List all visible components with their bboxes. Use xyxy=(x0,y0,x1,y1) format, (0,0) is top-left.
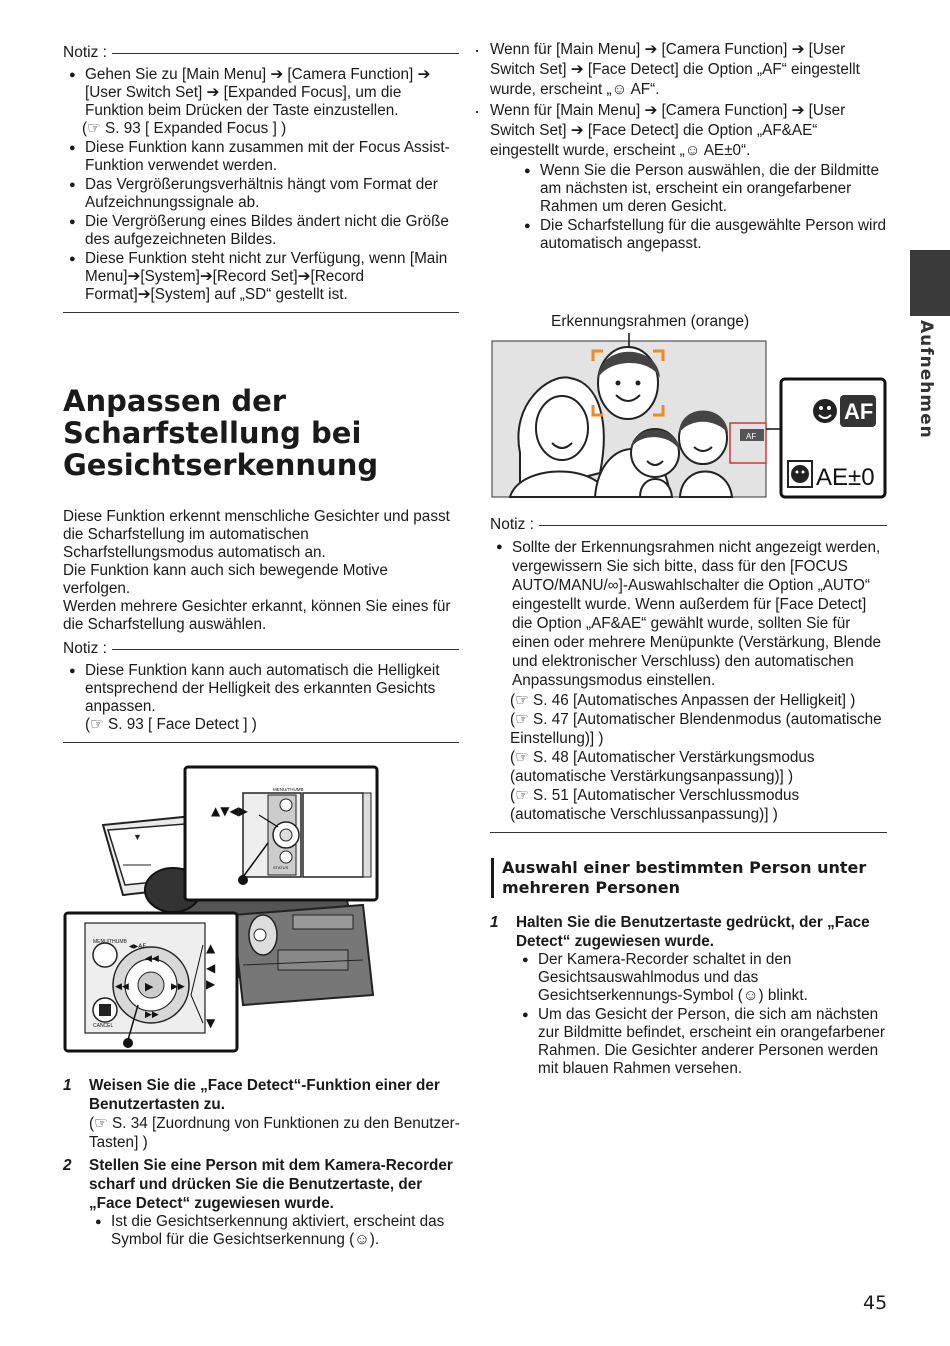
svg-text:AF: AF xyxy=(746,432,757,441)
figure-label: Erkennungsrahmen (orange) xyxy=(551,313,750,330)
step-2: 2 Stellen Sie eine Person mit dem Kamera-Recorder scharf und drücken Sie die Benutzertaste, der „Face Detect“ zugewiesen wurde. ● Ist die Gesichtserkennung aktiviert, erscheint das Symbol für die Gesichtserkennung (☺). xyxy=(63,1156,463,1249)
cross-reference[interactable]: (☞ S. 51 [Automatischer Verschlussmodus (automatische Verschlussanpassung)] ) xyxy=(510,787,800,823)
notiz-list xyxy=(63,66,459,304)
svg-text:◀◀: ◀◀ xyxy=(145,954,159,964)
section-tab-marker xyxy=(910,250,950,316)
arrow-keys-label: ▲▼◀▶ xyxy=(211,804,248,818)
notiz-box-face-detect xyxy=(63,640,459,743)
list-item: ● Der Kamera-Recorder schaltet in den Gesichtsauswahlmodus und das Gesichtserkennungs-Symbol (☺) blinkt. xyxy=(516,951,887,1005)
list-item: ● Diese Funktion steht nicht zur Verfügung, wenn [Main Menu]➔[System]➔[Record Set]➔[Record Format]➔[System] auf „SD“ gestellt ist. xyxy=(63,250,459,304)
svg-text:▶▶: ▶▶ xyxy=(145,1010,159,1020)
face-detect-af-icon xyxy=(813,395,876,427)
list-item: · Wenn für [Main Menu] ➔ [Camera Function] ➔ [User Switch Set] ➔ [Face Detect] die Option „AF“ eingestellt wurde, erscheint „☺ AF“. xyxy=(420,40,887,100)
cross-reference[interactable]: (☞ S. 93 [ Face Detect ] ) xyxy=(85,716,257,733)
cross-reference[interactable]: (☞ S. 47 [Automatischer Blendenmodus (automatische Einstellung)] ) xyxy=(510,711,882,747)
list-item: ● Um das Gesicht der Person, die sich am nächsten zur Bildmitte befindet, erscheint ein orangefarbener Rahmen. Die Gesichter anderer Personen werden mit blauen Rahmen versehen. xyxy=(516,1006,887,1078)
svg-text:▶: ▶ xyxy=(145,980,154,993)
svg-text:▶: ▶ xyxy=(206,977,216,991)
menu-thumb-label-2: MENU/THUMB xyxy=(93,939,127,945)
callout-bottom-control-panel xyxy=(65,913,237,1051)
subsection-heading: Auswahl einer bestimmten Person unter mehreren Personen xyxy=(491,858,882,898)
face-detect-ae-icon xyxy=(788,461,875,491)
notiz-box-expanded-focus xyxy=(63,44,459,313)
intro-text: Diese Funktion erkennt menschliche Gesichter und passt die Scharfstellung im automatischen Scharfstellungsmodus automatisch an. Die Funktion kann auch sich bewegende Motive verfolgen. Werden mehrere Gesichter erkannt, können Sie eines für die Scharfstellung auswählen. Notiz : ● Diese Funktion kann auch automatisch die Helligkeit entsprechend der Helligkeit des erkannten Gesichts anpassen. (☞ S. 93 [ Face Detect ] ) xyxy=(63,508,459,743)
cross-reference[interactable]: (☞ S. 46 [Automatisches Anpassen der Helligkeit] ) xyxy=(510,692,856,709)
step-1: 1 Weisen Sie die „Face Detect“-Funktion einer der Benutzertasten zu. (☞ S. 34 [Zuordnung von Funktionen zu den Benutzer-Tasten] ) xyxy=(63,1076,463,1152)
list-item: ● Sollte der Erkennungsrahmen nicht angezeigt werden, vergewissern Sie sich bitte, dass für den [FOCUS AUTO/MANU/∞]-Auswahlschalter die Option „AUTO“ eingestellt wurde. Wenn außerdem für [Face Detect] die Option „AF&AE“ gewählt wurde, sollten Sie für einen oder mehrere Menüpunkte (Verstärkung, Blende und elektronischer Verschluss) den automatischen Anpassungsmodus einstellen. xyxy=(490,538,887,690)
svg-text:◀: ◀ xyxy=(206,961,216,975)
step-number: 2 xyxy=(63,1157,72,1174)
list-item: ● Gehen Sie zu [Main Menu] ➔ [Camera Function] ➔ [User Switch Set] ➔ [Expanded Focus], um die Funktion beim Drücken der Taste einzustellen. (☞ S. 93 [ Expanded Focus ] ) xyxy=(63,66,459,138)
list-item: ● Ist die Gesichtserkennung aktiviert, erscheint das Symbol für die Gesichtserkennung (☺). xyxy=(89,1213,463,1249)
steps-right xyxy=(490,913,887,1082)
svg-text:◀◀: ◀◀ xyxy=(115,982,129,992)
cross-reference[interactable]: (☞ S. 48 [Automatischer Verstärkungsmodus (automatische Verstärkungsanpassung)] ) xyxy=(510,749,815,785)
list-item: ● Wenn Sie die Person auswählen, die der Bildmitte am nächsten ist, erscheint ein orangefarbener Rahmen um deren Gesicht. xyxy=(518,162,887,216)
notiz-label: Notiz : xyxy=(63,44,107,61)
page-number: 45 xyxy=(863,1292,888,1314)
svg-text:▼: ▼ xyxy=(206,1016,216,1030)
list-item: ● Das Vergrößerungsverhältnis hängt vom Format der Aufzeichnungssignale ab. xyxy=(63,176,459,212)
section-tab-label: Aufnehmen xyxy=(916,320,936,439)
cross-reference[interactable]: (☞ S. 34 [Zuordnung von Funktionen zu den Benutzer-Tasten] ) xyxy=(89,1115,460,1151)
svg-text:▼: ▼ xyxy=(133,832,142,842)
notiz-label: Notiz : xyxy=(63,640,107,657)
step-number: 1 xyxy=(63,1077,72,1094)
status-label: STATUS xyxy=(273,865,289,870)
svg-text:AF: AF xyxy=(844,399,874,424)
step-1: 1 Halten Sie die Benutzertaste gedrückt, der „Face Detect“ zugewiesen wurde. ● Der Kamera-Recorder schaltet in den Gesichtsauswahlmodus und das Gesichtserkennungs-Symbol (☺) blinkt. ● Um das Gesicht der Person, die sich am nächsten zur Bildmitte befindet, erscheint ein orangefarbener Rahmen. Die Gesichter anderer Personen werden mit blauen Rahmen versehen. xyxy=(490,913,887,1078)
svg-text:▲: ▲ xyxy=(206,941,216,955)
list-item: · Wenn für [Main Menu] ➔ [Camera Function] ➔ [User Switch Set] ➔ [Face Detect] die Option „AF&AE“ eingestellt wurde, erscheint „☺ AE±0“. xyxy=(420,101,887,161)
svg-text:▶▶: ▶▶ xyxy=(171,982,185,992)
list-item: ● Die Scharfstellung für die ausgewählte Person wird automatisch angepasst. xyxy=(518,217,887,253)
list-item: ● Diese Funktion kann zusammen mit der Focus Assist-Funktion verwendet werden. xyxy=(63,139,459,175)
camera-control-illustration xyxy=(63,765,379,1055)
svg-text:AE±0: AE±0 xyxy=(816,464,875,491)
ae-label: ◀▶AE xyxy=(129,943,147,950)
cross-reference[interactable]: (☞ S. 93 [ Expanded Focus ] ) xyxy=(82,120,287,137)
callout-top-menu-panel xyxy=(185,767,377,900)
notiz-label: Notiz : xyxy=(490,516,534,533)
right-top-notes xyxy=(490,40,887,254)
section-title: Anpassen der Scharfstellung bei Gesichtserkennung xyxy=(63,384,379,482)
menu-thumb-label: MENU/THUMB xyxy=(273,787,304,792)
list-item: ● Diese Funktion kann auch automatisch die Helligkeit entsprechend der Helligkeit des erkannten Gesichts anpassen. (☞ S. 93 [ Face Detect ] ) xyxy=(63,662,459,734)
step-number: 1 xyxy=(490,914,499,931)
steps-left xyxy=(63,1076,463,1253)
cancel-label: CANCEL xyxy=(93,1023,114,1029)
face-detection-illustration xyxy=(490,333,890,503)
notiz-box-frame-hint xyxy=(490,516,887,833)
list-item: ● Die Vergrößerung eines Bildes ändert nicht die Größe des aufgezeichneten Bildes. xyxy=(63,213,459,249)
